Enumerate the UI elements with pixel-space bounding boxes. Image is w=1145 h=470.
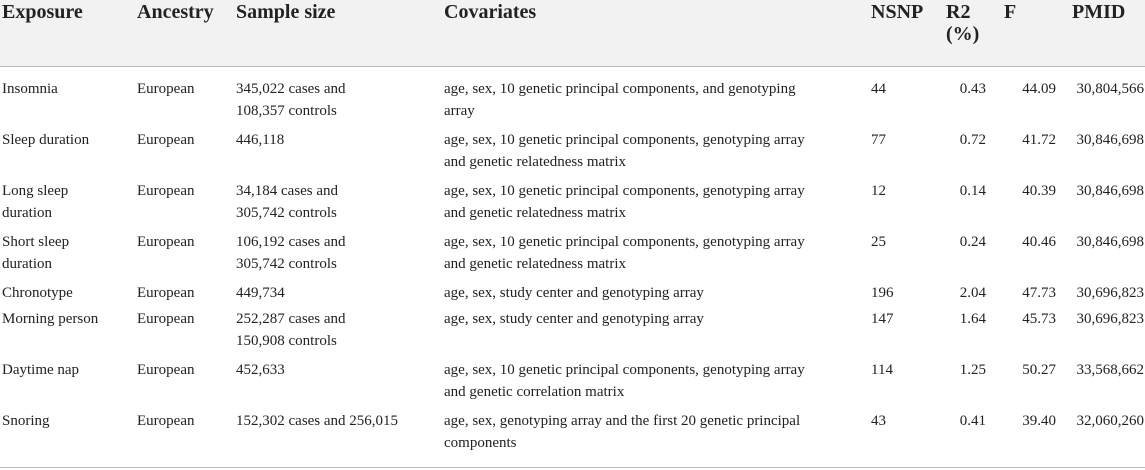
cell-ancestry: European	[137, 362, 195, 378]
cell-ancestry: European	[137, 413, 195, 429]
cell-f: 50.27	[1022, 362, 1056, 378]
cell-exposure-cont: duration	[2, 256, 52, 272]
cell-covariates: age, sex, genotyping array and the first 20 genetic principal	[444, 413, 801, 429]
cell-ancestry: European	[137, 81, 195, 97]
cell-covariates-cont: array	[444, 103, 475, 119]
cell-nsnp: 12	[871, 183, 886, 199]
cell-nsnp: 44	[871, 81, 886, 97]
cell-pmid: 30,846,698	[1076, 234, 1144, 250]
cell-covariates: age, sex, 10 genetic principal components, genotyping array	[444, 362, 805, 378]
cell-sample-size-cont: 150,908 controls	[236, 333, 337, 349]
cell-f: 39.40	[1022, 413, 1056, 429]
header-exposure: Exposure	[2, 1, 83, 23]
cell-exposure: Sleep duration	[2, 132, 90, 148]
cell-r2: 0.24	[959, 234, 986, 250]
cell-sample-size: 452,633	[236, 362, 285, 378]
cell-covariates: age, sex, 10 genetic principal components, genotyping array	[444, 183, 805, 199]
cell-sample-size: 345,022 cases and	[236, 81, 346, 97]
cell-nsnp: 147	[871, 311, 894, 327]
cell-f: 47.73	[1022, 285, 1056, 301]
cell-covariates: age, sex, 10 genetic principal components, genotyping array	[444, 132, 805, 148]
cell-exposure: Morning person	[2, 311, 99, 327]
cell-sample-size: 152,302 cases and 256,015	[236, 413, 399, 429]
header-covariates: Covariates	[444, 1, 537, 23]
cell-covariates-cont: and genetic relatedness matrix	[444, 256, 627, 272]
cell-ancestry: European	[137, 311, 195, 327]
cell-ancestry: European	[137, 234, 195, 250]
cell-pmid: 30,696,823	[1076, 311, 1144, 327]
cell-exposure: Long sleep	[2, 183, 69, 199]
cell-covariates-cont: and genetic relatedness matrix	[444, 205, 627, 221]
cell-pmid: 30,696,823	[1076, 285, 1144, 301]
cell-covariates-cont: and genetic correlation matrix	[444, 384, 625, 400]
header-r2-unit: (%)	[946, 23, 980, 45]
cell-covariates: age, sex, 10 genetic principal components, genotyping array	[444, 234, 805, 250]
cell-f: 44.09	[1022, 81, 1056, 97]
cell-covariates-cont: and genetic relatedness matrix	[444, 154, 627, 170]
cell-exposure: Snoring	[2, 413, 50, 429]
cell-ancestry: European	[137, 132, 195, 148]
cell-nsnp: 114	[871, 362, 893, 378]
cell-pmid: 32,060,260	[1076, 413, 1144, 429]
cell-nsnp: 196	[871, 285, 894, 301]
cell-sample-size: 449,734	[236, 285, 285, 301]
cell-exposure-cont: duration	[2, 205, 52, 221]
cell-pmid: 30,846,698	[1076, 132, 1144, 148]
cell-r2: 2.04	[959, 285, 986, 301]
cell-nsnp: 43	[871, 413, 886, 429]
cell-r2: 0.41	[959, 413, 986, 429]
cell-nsnp: 25	[871, 234, 886, 250]
cell-f: 40.46	[1022, 234, 1056, 250]
cell-ancestry: European	[137, 183, 195, 199]
cell-covariates: age, sex, study center and genotyping array	[444, 285, 704, 301]
table-bottom-rule	[0, 467, 1145, 468]
cell-exposure: Chronotype	[2, 285, 73, 301]
cell-r2: 1.64	[959, 311, 986, 327]
cell-r2: 0.43	[959, 81, 986, 97]
cell-sample-size: 106,192 cases and	[236, 234, 346, 250]
header-nsnp: NSNP	[871, 1, 924, 23]
header-ancestry: Ancestry	[137, 1, 214, 23]
cell-exposure: Daytime nap	[2, 362, 80, 378]
header-sample-size: Sample size	[236, 1, 336, 23]
cell-sample-size: 34,184 cases and	[236, 183, 339, 199]
header-f: F	[1004, 1, 1017, 23]
cell-sample-size: 446,118	[236, 132, 285, 148]
cell-pmid: 33,568,662	[1076, 362, 1144, 378]
cell-pmid: 30,804,566	[1076, 81, 1144, 97]
cell-r2: 0.14	[959, 183, 986, 199]
cell-exposure: Short sleep	[2, 234, 70, 250]
cell-covariates: age, sex, 10 genetic principal components, and genotyping	[444, 81, 796, 97]
cell-f: 41.72	[1022, 132, 1056, 148]
cell-nsnp: 77	[871, 132, 886, 148]
cell-f: 40.39	[1022, 183, 1056, 199]
cell-ancestry: European	[137, 285, 195, 301]
cell-r2: 0.72	[959, 132, 986, 148]
cell-f: 45.73	[1022, 311, 1056, 327]
cell-exposure: Insomnia	[2, 81, 58, 97]
cell-covariates-cont: components	[444, 435, 517, 451]
cell-sample-size: 252,287 cases and	[236, 311, 346, 327]
cell-sample-size-cont: 108,357 controls	[236, 103, 337, 119]
table-header	[0, 0, 1145, 67]
cell-covariates: age, sex, study center and genotyping array	[444, 311, 704, 327]
header-r2: R2	[946, 1, 971, 23]
cell-pmid: 30,846,698	[1076, 183, 1144, 199]
cell-sample-size-cont: 305,742 controls	[236, 205, 337, 221]
cell-sample-size-cont: 305,742 controls	[236, 256, 337, 272]
cell-r2: 1.25	[959, 362, 986, 378]
header-pmid: PMID	[1072, 1, 1126, 23]
